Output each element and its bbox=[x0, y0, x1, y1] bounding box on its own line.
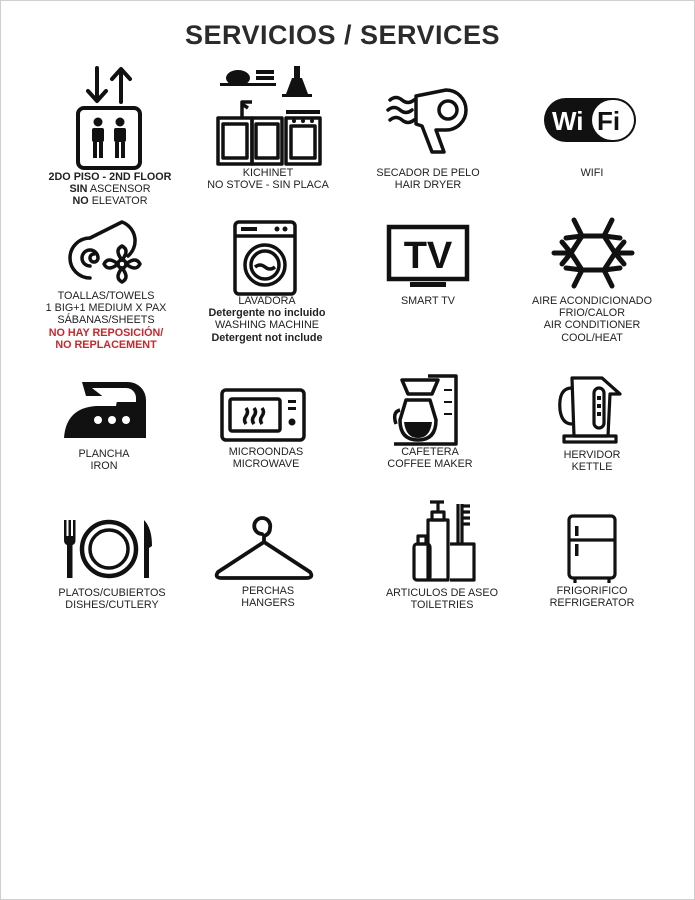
label-line: COFFEE MAKER bbox=[387, 458, 473, 471]
label-line: HERVIDOR bbox=[563, 449, 621, 461]
refrigerator-icon bbox=[567, 514, 617, 584]
label-line: AIR CONDITIONER bbox=[543, 319, 641, 332]
dishes-cutlery-icon bbox=[62, 518, 156, 580]
kitchenette-icon bbox=[216, 64, 324, 166]
label-line-warning: NO REPLACEMENT bbox=[55, 338, 157, 351]
wifi-icon bbox=[544, 94, 636, 146]
label-line: PLANCHA bbox=[78, 448, 130, 460]
label-word-sin: SIN bbox=[69, 183, 88, 196]
svg-text:Fi: Fi bbox=[597, 106, 621, 136]
label-line: KICHINET bbox=[242, 167, 294, 179]
label-line: 1 BIG+1 MEDIUM X PAX bbox=[45, 302, 167, 315]
hanger-icon bbox=[214, 512, 314, 582]
wifi-label bbox=[492, 167, 692, 179]
label-line: FRIGORIFICO bbox=[556, 585, 628, 597]
label-line: LAVADORA bbox=[238, 295, 296, 307]
label-line: 2DO PISO - 2ND FLOOR bbox=[48, 171, 172, 183]
refrigerator-label bbox=[492, 585, 692, 609]
label-word-ascensor: ASCENSOR bbox=[89, 183, 151, 196]
label-word-no: NO bbox=[72, 195, 89, 208]
page-title: SERVICIOS / SERVICES bbox=[184, 20, 501, 50]
microwave-icon bbox=[220, 388, 306, 442]
label-line: IRON bbox=[90, 460, 118, 473]
hair-dryer-icon bbox=[386, 86, 472, 156]
label-word-elevator: ELEVATOR bbox=[91, 195, 148, 208]
snowflake-icon bbox=[552, 216, 634, 290]
label-line: KETTLE bbox=[571, 461, 613, 474]
label-line: NO STOVE - SIN PLACA bbox=[207, 179, 329, 192]
label-line: COOL/HEAT bbox=[561, 331, 623, 344]
iron-icon bbox=[62, 376, 150, 444]
label-line: DISHES/CUTLERY bbox=[65, 599, 159, 612]
label-line: FRIO/CALOR bbox=[559, 307, 625, 320]
hangers-label bbox=[168, 585, 368, 609]
label-line: SÁBANAS/SHEETS bbox=[57, 314, 155, 327]
washing-machine-icon bbox=[233, 220, 297, 296]
label-line: SECADOR DE PELO bbox=[376, 167, 480, 179]
towels-icon bbox=[68, 216, 144, 282]
label-line: MICROONDAS bbox=[228, 446, 304, 458]
svg-text:TV: TV bbox=[403, 235, 453, 277]
label-line: SMART TV bbox=[400, 295, 455, 307]
kettle-label bbox=[492, 449, 692, 473]
label-line: Detergente no incluido bbox=[208, 307, 326, 320]
label-line: CAFETERA bbox=[401, 446, 459, 458]
label-line: PLATOS/CUBIERTOS bbox=[58, 587, 166, 599]
label-line: TOALLAS/TOWELS bbox=[57, 290, 155, 302]
label-line: MICROWAVE bbox=[232, 458, 300, 471]
kettle-icon bbox=[558, 374, 624, 446]
label-line: WIFI bbox=[580, 167, 604, 179]
label-line: HANGERS bbox=[241, 597, 295, 610]
svg-text:Wi: Wi bbox=[552, 106, 584, 136]
label-line: ARTICULOS DE ASEO bbox=[385, 587, 498, 599]
label-line: WASHING MACHINE bbox=[215, 319, 319, 332]
tv-icon bbox=[386, 224, 470, 290]
elevator-icon bbox=[70, 66, 146, 172]
coffee-maker-icon bbox=[388, 374, 460, 446]
toiletries-icon bbox=[408, 500, 478, 584]
ac-label bbox=[492, 295, 692, 344]
label-line: REFRIGERATOR bbox=[549, 597, 635, 610]
label-line: Detergent not include bbox=[211, 331, 323, 344]
label-line: PERCHAS bbox=[241, 585, 295, 597]
label-line: TOILETRIES bbox=[410, 599, 474, 612]
label-line: AIRE ACONDICIONADO bbox=[532, 295, 652, 307]
label-line-warning: NO HAY REPOSICIÓN/ bbox=[48, 326, 164, 339]
label-line: HAIR DRYER bbox=[394, 179, 462, 192]
